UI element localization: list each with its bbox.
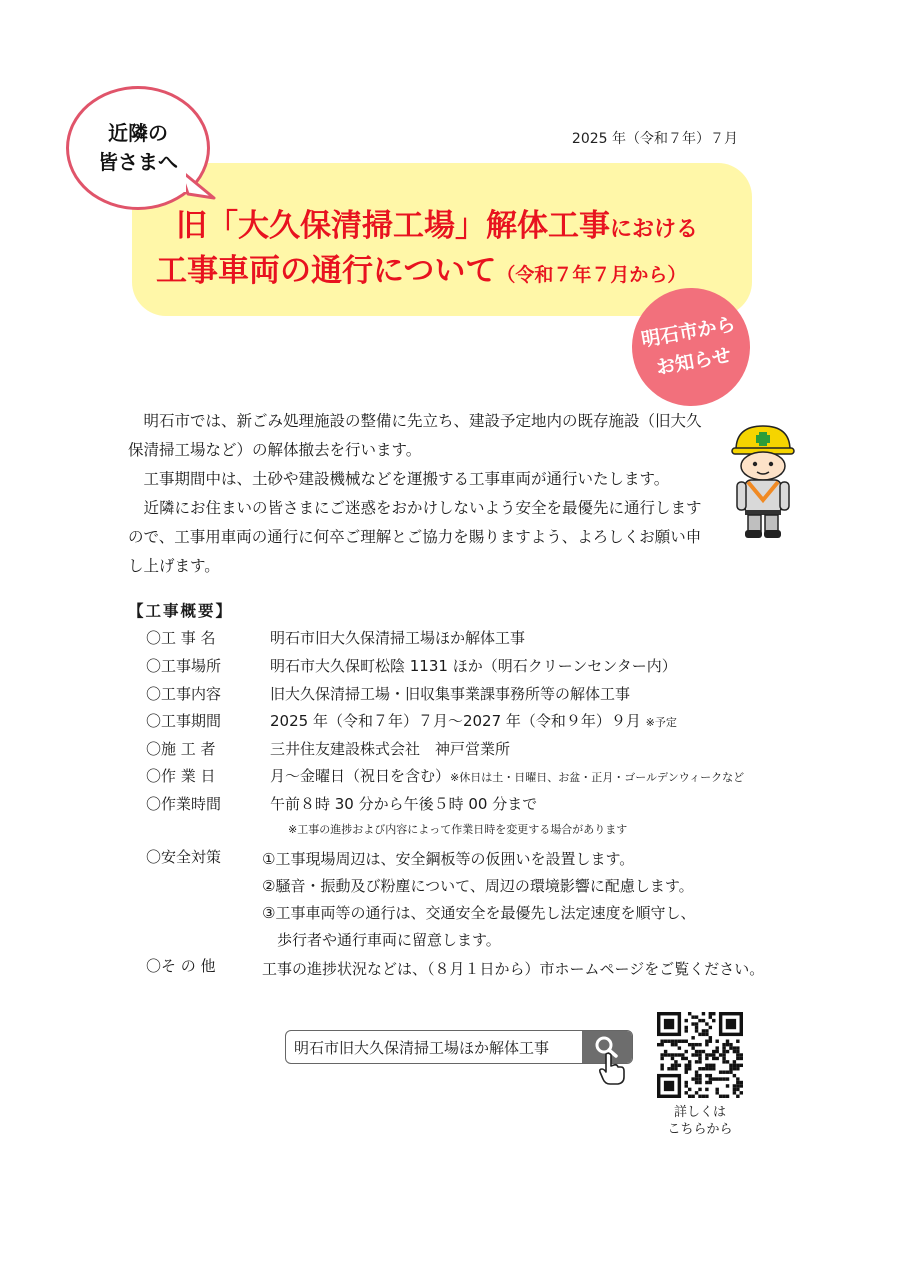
qr-caption	[652, 1104, 748, 1138]
intro-paragraph-2: 工事期間中は、土砂や建設機械などを運搬する工事車両が通行いたします。	[143, 470, 670, 488]
row-note: ※予定	[645, 716, 677, 729]
intro-text	[128, 407, 716, 581]
other-label: 〇そ の 他	[146, 957, 216, 975]
overview-heading: 【工事概要】	[128, 602, 234, 620]
overview-row-contractor	[146, 738, 510, 759]
pointing-hand-icon	[594, 1050, 630, 1086]
bubble-line1: 近隣の	[108, 121, 168, 145]
issue-date: 2025 年（令和７年）７月	[571, 131, 738, 147]
search-query[interactable]: 明石市旧大久保清掃工場ほか解体工事	[294, 1039, 550, 1057]
row-note: ※休日は土・日曜日、お盆・正月・ゴールデンウィークなど	[450, 771, 745, 784]
overview-row-content	[146, 683, 630, 704]
schedule-change-note: ※工事の進捗および内容によって作業日時を変更する場合があります	[288, 823, 628, 836]
notice-line1: 明石市から	[639, 313, 738, 352]
row-label: 〇工事場所	[146, 657, 222, 675]
bubble-line2: 皆さまへ	[98, 150, 178, 174]
qr-code[interactable]	[657, 1012, 743, 1098]
other-text: 工事の進捗状況などは、（８月１日から）市ホームページをご覧ください。	[262, 960, 765, 978]
overview-row-location	[146, 655, 677, 676]
row-value: 2025 年（令和７年）７月～2027 年（令和９年）９月	[270, 712, 641, 730]
bubble-tail	[178, 164, 218, 204]
row-value: 明石市旧大久保清掃工場ほか解体工事	[270, 629, 526, 647]
qr-caption-line1: 詳しくは	[673, 1105, 726, 1120]
title-line2	[156, 245, 686, 290]
row-label: 〇工事内容	[146, 685, 222, 703]
safety-item: 歩行者や通行車両に留意します。	[262, 931, 501, 949]
title-line1-tail: における	[610, 217, 699, 242]
intro-paragraph-3: 近隣にお住まいの皆さまにご迷惑をおかけしないよう安全を最優先に通行しますので、工事用車両の通行に何卒ご理解とご協力を賜りますよう、よろしくお願い申し上げます。	[128, 499, 702, 575]
title-line1	[176, 200, 698, 245]
safety-label: 〇安全対策	[146, 848, 222, 866]
title-line1-main: 旧「大久保清掃工場」解体工事	[176, 208, 610, 244]
row-label: 〇作業時間	[146, 795, 222, 813]
row-value: 午前８時 30 分から午後５時 00 分まで	[270, 795, 538, 813]
row-value: 三井住友建設株式会社 神戸営業所	[270, 740, 511, 758]
notice-line2: お知らせ	[654, 344, 733, 380]
safety-item: ③工事車両等の通行は、交通安全を最優先し法定速度を順守し、	[262, 904, 696, 922]
safety-items	[262, 846, 782, 954]
row-value: 月～金曜日（祝日を含む）	[270, 767, 451, 785]
construction-worker-illustration	[728, 420, 798, 542]
qr-caption-line2: こちらから	[667, 1122, 733, 1137]
intro-paragraph-1: 明石市では、新ごみ処理施設の整備に先立ち、建設予定地内の既存施設（旧大久保清掃工場など）の解体撤去を行います。	[128, 412, 702, 459]
safety-item: ②騒音・振動及び粉塵について、周辺の環境影響に配慮します。	[262, 877, 694, 895]
row-label: 〇作 業 日	[146, 767, 216, 785]
search-bar[interactable]	[285, 1030, 633, 1064]
overview-row-period	[146, 710, 677, 731]
title-line2-tail: （令和７年７月から）	[496, 264, 687, 286]
safety-item: ①工事現場周辺は、安全鋼板等の仮囲いを設置します。	[262, 850, 635, 868]
overview-row-hours	[146, 793, 537, 814]
row-value: 旧大久保清掃工場・旧収集事業課事務所等の解体工事	[270, 685, 631, 703]
row-label: 〇施 工 者	[146, 740, 216, 758]
row-label: 〇工 事 名	[146, 629, 216, 647]
row-value: 明石市大久保町松陰 1131 ほか（明石クリーンセンター内）	[270, 657, 677, 675]
title-line2-main: 工事車両の通行について	[156, 253, 497, 289]
overview-row-name	[146, 627, 525, 648]
overview-row-workdays	[146, 765, 744, 786]
row-label: 〇工事期間	[146, 712, 222, 730]
